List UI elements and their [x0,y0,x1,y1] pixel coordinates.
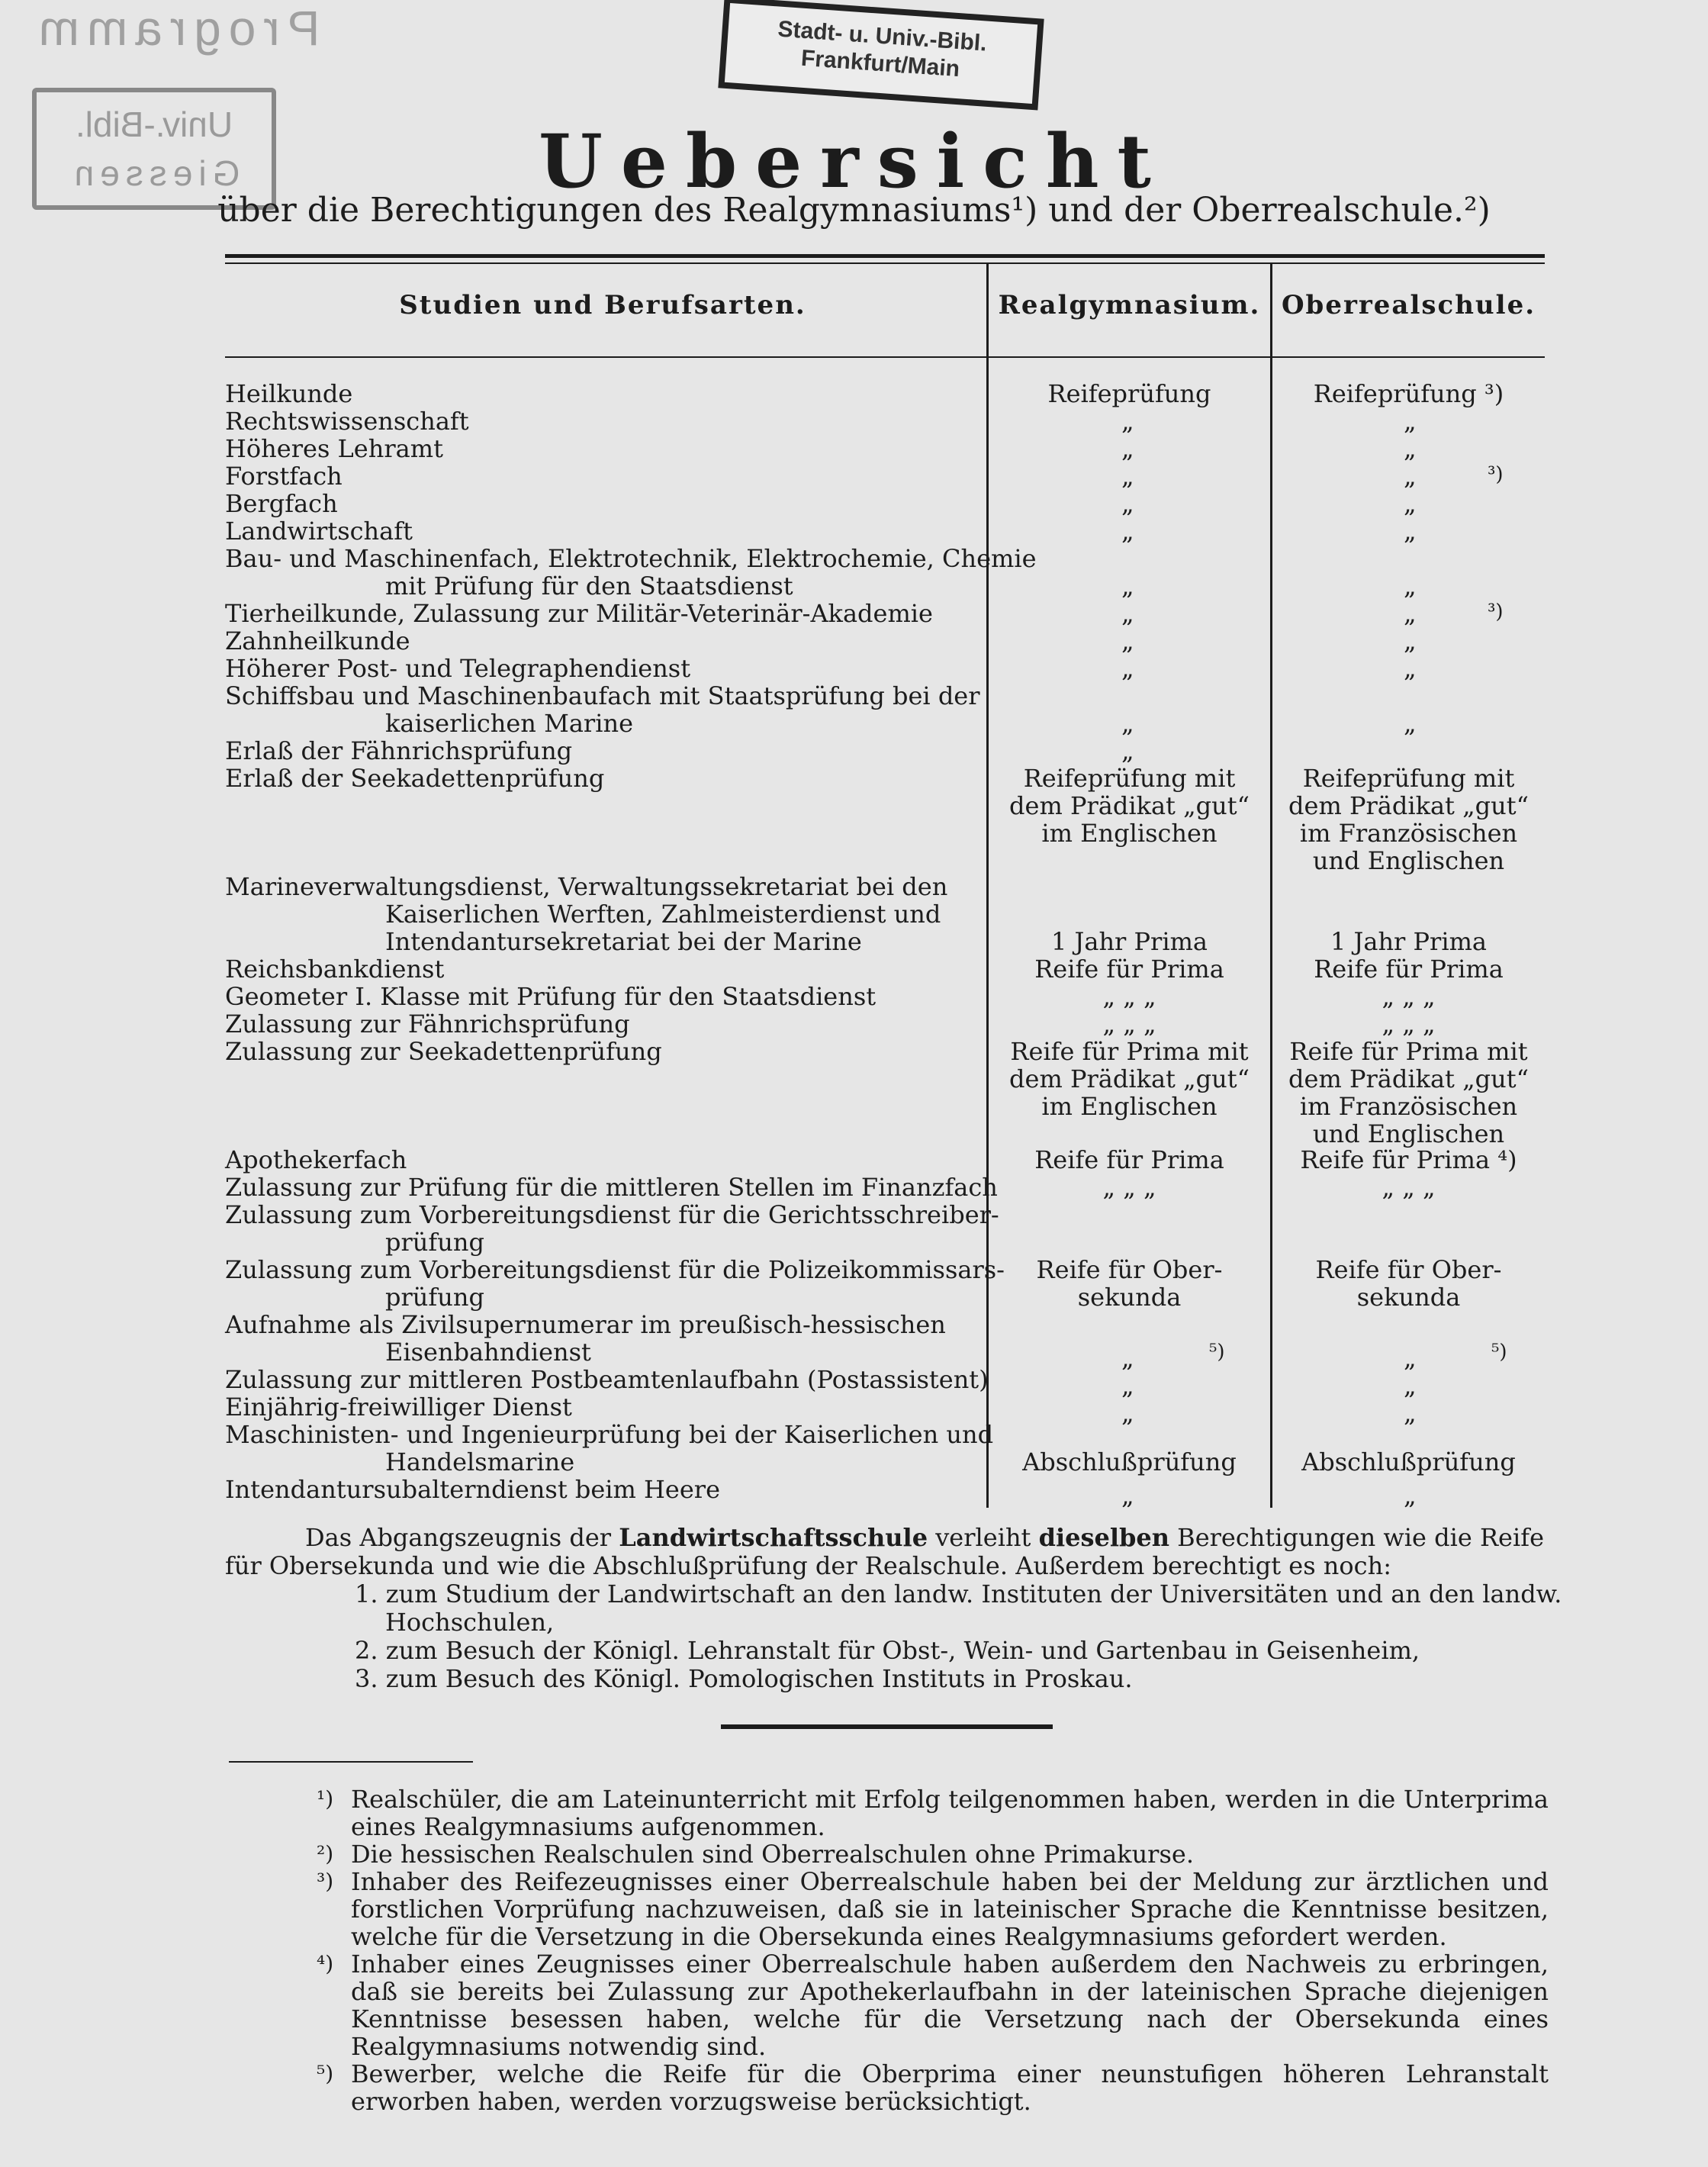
table-row-label: Zahnheilkunde [225,626,410,655]
or-ditto: „ [1404,407,1417,436]
or-ditto: „ [1404,599,1417,628]
table-column-divider-2 [1270,264,1272,1508]
rg-seekadett-line: Reifeprüfung mit [1023,764,1236,793]
footnote-text: Die hessischen Realschulen sind Oberrealschulen ohne Primakurse. [351,1840,1194,1869]
or-ditto3: „ „ „ [1382,982,1436,1011]
section-divider-rule [721,1724,1053,1729]
paragraph-item-2: 2. zum Besuch der Königl. Lehranstalt für Obst-, Wein- und Gartenbau in Geisenheim, [355,1636,1420,1665]
table-row-label: Zulassung zur mittleren Postbeamtenlaufbahn (Postassistent) [225,1365,989,1394]
or-ditto: „ [1404,1371,1417,1400]
footnote-text: Bewerber, welche die Reife für die Oberprima einer neunstufigen höheren Lehranstalt erworben haben, werden vorzugsweise berücksichtigt. [351,2059,1549,2116]
table-row-label: Schiffsbau und Maschinenbaufach mit Staatsprüfung bei der [225,681,980,710]
or-seekadett-line: Reifeprüfung mit [1302,764,1515,793]
table-row-label: Bergfach [225,489,338,518]
rg-ditto: „ [1121,462,1134,491]
paragraph-item-1: 1. zum Studium der Landwirtschaft an den landw. Instituten der Universitäten und an den landw. [355,1579,1562,1608]
rg-ditto: „ [1121,407,1134,436]
library-stamp-frankfurt [718,0,1044,111]
table-row-label: Reichsbankdienst [225,955,445,984]
page-subtitle: über die Berechtigungen des Realgymnasiums¹) und der Oberrealschule.²) [217,191,1491,230]
table-row-label: mit Prüfung für den Staatsdienst [385,572,793,601]
or-ditto: „ [1404,1481,1417,1510]
footnote-text: Inhaber des Reifezeugnisses einer Oberrealschule haben bei der Meldung zur ärztlichen und forstlichen Vorprüfung nachzuweisen, daß sie in lateinischer Sprache die Kenntnisse besitzen, welche für die Versetzung in die Obersekunda eines Realgymnasiums gefordert werden. [351,1867,1549,1951]
rg-ditto: „ [1121,1344,1134,1373]
rg-cell: Abschlußprüfung [1022,1447,1237,1476]
table-top-rule-thin [225,262,1545,264]
or-seekadett-line: und Englischen [1312,846,1505,875]
footnote-number: ⁴) [317,1951,334,1976]
table-row-label: Intendantursekretariat bei der Marine [385,927,862,956]
or-ditto: „ [1404,572,1417,601]
table-row-label: prüfung [385,1228,484,1257]
or-zul-seekadett-line: dem Prädikat „gut“ [1288,1064,1529,1093]
table-row-label: Rechtswissenschaft [225,407,469,436]
stamp-frankfurt-line2: Frankfurt/Main [799,45,961,82]
stamp-frankfurt-line1: Stadt- u. Univ.-Bibl. [777,16,988,56]
or-ditto: „ [1404,1344,1417,1373]
table-row-label: Erlaß der Seekadettenprüfung [225,764,605,793]
rg-cell: Reife für Prima [1034,955,1224,984]
paragraph-text: Das Abgangszeugnis der [305,1523,619,1552]
stamp-giessen-line1: Univ.-Bibl. [75,105,233,144]
or-cell: Reife für Prima ⁴) [1300,1145,1517,1174]
footnote-number: ³) [317,1869,334,1894]
paragraph-text: verleiht [928,1523,1039,1552]
or-ditto: „ [1404,489,1417,518]
table-column-divider-1 [986,264,989,1508]
table-row-label: Intendantursubalterndienst beim Heere [225,1475,721,1504]
rg-ditto: „ [1121,489,1134,518]
table-row-label: Bau- und Maschinenfach, Elektrotechnik, Elektrochemie, Chemie [225,544,1037,573]
table-row-label: Heilkunde [225,379,353,408]
rg-ditto: „ [1121,517,1134,546]
rg-zul-seekadett-line: im Englischen [1041,1092,1217,1121]
rg-zul-seekadett-line: Reife für Prima mit [1010,1037,1249,1066]
footnote-number: ⁵) [317,2061,334,2086]
or-ditto: „ [1404,654,1417,683]
rg-seekadett-line: dem Prädikat „gut“ [1009,791,1250,820]
rg-ditto: „ [1121,434,1134,463]
table-row-label: Einjährig-freiwilliger Dienst [225,1393,572,1422]
footnote-separator [229,1761,473,1763]
table-row-label: Höheres Lehramt [225,434,443,463]
or-cell: Reife für Prima [1314,955,1504,984]
rg-ditto: „ [1121,654,1134,683]
table-row-label: Erlaß der Fähnrichsprüfung [225,736,573,765]
rg-cell: 1 Jahr Prima [1051,927,1208,956]
paragraph-emphasis: Landwirtschaftsschule [619,1523,928,1552]
table-row-label: Höherer Post- und Telegraphendienst [225,654,691,683]
rg-zul-seekadett-line: dem Prädikat „gut“ [1009,1064,1250,1093]
table-row-label: Tierheilkunde, Zulassung zur Militär-Veterinär-Akademie [225,599,933,628]
or-zul-seekadett-line: und Englischen [1312,1119,1505,1148]
table-header-rule [225,356,1545,358]
offset-programm-text: Programm [31,1,320,56]
rg-ditto: „ [1121,626,1134,655]
table-row-label: Maschinisten- und Ingenieurprüfung bei der Kaiserlichen und [225,1420,994,1449]
rg-ditto: „ [1121,736,1134,765]
or-ditto: „ [1404,709,1417,738]
table-row-label: Geometer I. Klasse mit Prüfung für den Staatsdienst [225,982,877,1011]
table-row-label: Zulassung zum Vorbereitungsdienst für die Gerichtsschreiber- [225,1200,999,1229]
or-ditto: „ [1404,626,1417,655]
rg-ditto: „ [1121,709,1134,738]
rg-seekadett-line: im Englischen [1041,819,1217,848]
rg-ditto: „ [1121,1371,1134,1400]
table-row-label: Handelsmarine [385,1447,575,1476]
footnote-text: Inhaber eines Zeugnisses einer Oberrealschule haben außerdem den Nachweis zu erbringen, daß sie bereits bei Zulassung zur Apothekerlaufbahn in der lateinischen Sprache diejenigen Kenntnisse besessen haben, welche für die Versetzung nach der Obersekunda eines Realgymnasiums notwendig sind. [351,1950,1549,2061]
rg-reife-ober-line: sekunda [1077,1283,1182,1312]
table-row-label: Aufnahme als Zivilsupernumerar im preußisch-hessischen [225,1310,946,1339]
paragraph-item-1-cont: Hochschulen, [385,1608,555,1637]
rg-ditto3: „ „ „ [1102,982,1156,1011]
table-row-label: Marineverwaltungsdienst, Verwaltungssekretariat bei den [225,872,948,901]
table-row-label: Apothekerfach [225,1145,407,1174]
or-cell: Reifeprüfung ³) [1313,379,1504,408]
or-footnote-mark-3: ³) [1488,463,1504,486]
or-footnote-mark-3: ³) [1488,601,1504,623]
rg-ditto: „ [1121,599,1134,628]
table-row-label: Zulassung zur Fähnrichsprüfung [225,1009,630,1038]
rg-cell: Reife für Prima [1034,1145,1224,1174]
table-top-rule-thick [225,254,1545,258]
rg-reife-ober-line: Reife für Ober- [1036,1255,1223,1284]
paragraph-line-2: für Obersekunda und wie die Abschlußprüfung der Realschule. Außerdem berechtigt es noch: [225,1551,1391,1580]
or-zul-seekadett-line: Reife für Prima mit [1289,1037,1528,1066]
or-seekadett-line: im Französischen [1299,819,1518,848]
or-ditto: „ [1404,517,1417,546]
or-ditto3: „ „ „ [1382,1173,1436,1202]
or-cell: Abschlußprüfung [1301,1447,1516,1476]
paragraph-item-3: 3. zum Besuch des Königl. Pomologischen Instituts in Proskau. [355,1664,1133,1693]
table-row-label: Eisenbahndienst [385,1338,591,1367]
or-ditto3: „ „ „ [1382,1009,1436,1038]
rg-ditto: „ [1121,1481,1134,1510]
or-reife-ober-line: sekunda [1356,1283,1461,1312]
column-header-oberrealschule: Oberrealschule. [1281,290,1536,320]
rg-footnote-mark-5: ⁵) [1209,1341,1225,1364]
or-seekadett-line: dem Prädikat „gut“ [1288,791,1529,820]
table-row-label: Zulassung zur Seekadettenprüfung [225,1037,662,1066]
page-title: Uebersicht [539,118,1169,204]
or-reife-ober-line: Reife für Ober- [1315,1255,1502,1284]
or-zul-seekadett-line: im Französischen [1299,1092,1518,1121]
table-row-label: prüfung [385,1283,484,1312]
rg-ditto3: „ „ „ [1102,1009,1156,1038]
table-row-label: Kaiserlichen Werften, Zahlmeisterdienst und [385,900,941,929]
rg-ditto: „ [1121,572,1134,601]
footnote-number: ²) [317,1841,334,1866]
or-ditto: „ [1404,434,1417,463]
rg-cell: Reifeprüfung [1047,379,1211,408]
or-footnote-mark-5: ⁵) [1491,1341,1507,1364]
paragraph-text: Berechtigungen wie die Reife [1169,1523,1544,1552]
table-row-label: Landwirtschaft [225,517,413,546]
or-cell: 1 Jahr Prima [1330,927,1487,956]
table-row-label: kaiserlichen Marine [385,709,633,738]
rg-ditto: „ [1121,1399,1134,1428]
footnote-text: Realschüler, die am Lateinunterricht mit Erfolg teilgenommen haben, werden in die Unterprima eines Realgymnasiums aufgenommen. [351,1785,1549,1841]
stamp-giessen-line2: Giessen [68,153,240,193]
table-row-label: Zulassung zur Prüfung für die mittleren Stellen im Finanzfach [225,1173,998,1202]
or-ditto: „ [1404,1399,1417,1428]
landwirtschaftsschule-paragraph [305,1524,1549,1552]
column-header-realgymnasium: Realgymnasium. [998,290,1261,320]
column-header-studies: Studien und Berufsarten. [399,290,806,320]
table-row-label: Zulassung zum Vorbereitungsdienst für die Polizeikommissars- [225,1255,1005,1284]
table-row-label: Forstfach [225,462,343,491]
footnote-number: ¹) [317,1786,334,1811]
rg-ditto3: „ „ „ [1102,1173,1156,1202]
paragraph-emphasis: dieselben [1038,1523,1169,1552]
or-ditto: „ [1404,462,1417,491]
